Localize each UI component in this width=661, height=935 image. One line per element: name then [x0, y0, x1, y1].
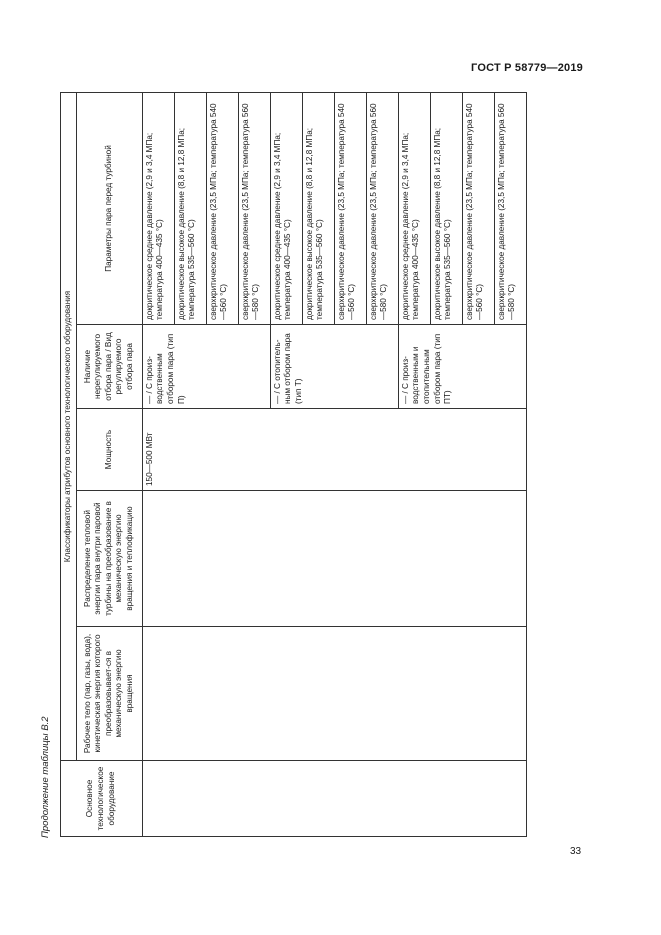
group-header: Классификаторы атрибутов основного технологического оборудования	[61, 93, 77, 761]
table-row: сверхкритическое давление (23,5 МПа; температура 540—560 °С)	[334, 93, 366, 325]
table-caption: Продолжение таблицы В.2	[40, 716, 51, 838]
table-row: докритическое среднее давление (2,9 и 3,4 МПа; температура 400—435 °С)	[270, 93, 302, 325]
cell-equipment	[142, 761, 526, 837]
col-header-params: Параметры пара перед турбиной	[76, 93, 142, 325]
table-row: докритическое высокое давление (8,8 и 12,8 МПа; температура 535—560 °С)	[174, 93, 206, 325]
col-header-power: Мощность	[76, 409, 142, 491]
cell-extraction-pt: — / С произ-водственным и отопительным отбором пара (тип ПТ)	[398, 325, 526, 409]
cell-extraction-t: — / С отопитель-ным отбором пара (тип Т)	[270, 325, 398, 409]
table-row: сверхкритическое давление (23,5 МПа; температура 540—560 °С)	[206, 93, 238, 325]
page-number: 33	[570, 846, 582, 857]
col-header-distribution: Распределение тепловой энергии пара внутри паровой турбины на преобразование в механическую энергию вращения и теплофикацию	[76, 491, 142, 627]
table-row: докритическое высокое давление (8,8 и 12,8 МПа; температура 535—560 °С)	[430, 93, 462, 325]
table-row: сверхкритическое давление (23,5 МПа; температура 560—580 °С)	[238, 93, 270, 325]
standard-header: ГОСТ Р 58779—2019	[471, 62, 583, 74]
table-row: сверхкритическое давление (23,5 МПа; температура 560—580 °С)	[494, 93, 526, 325]
table-row: докритическое среднее давление (2,9 и 3,4 МПа; температура 400—435 °С)	[398, 93, 430, 325]
col-header-extraction: Наличие нерегулируемого отбора пара / Вид регулируемого отбора пара	[76, 325, 142, 409]
col-header-working-body: Рабочее тело (пар, газы, вода), кинетическая энергия которого преобразовывает-ся в механическую энергию вращения	[76, 627, 142, 761]
data-table-region	[60, 93, 525, 837]
table-row: докритическое среднее давление (2,9 и 3,4 МПа; температура 400—435 °С)	[142, 93, 174, 325]
cell-distribution	[142, 491, 526, 627]
cell-working-body	[142, 627, 526, 761]
data-table	[60, 92, 527, 837]
table-row: докритическое высокое давление (8,8 и 12,8 МПа; температура 535—560 °С)	[302, 93, 334, 325]
table-row: сверхкритическое давление (23,5 МПа; температура 540—560 °С)	[462, 93, 494, 325]
col-header-equipment: Основное технологическое оборудование	[61, 761, 143, 837]
cell-extraction-p: — / С произ-водственным отбором пара (тип П)	[142, 325, 270, 409]
cell-power: 150—500 МВт	[142, 409, 526, 491]
table-row: сверхкритическое давление (23,5 МПа; температура 560—580 °С)	[366, 93, 398, 325]
